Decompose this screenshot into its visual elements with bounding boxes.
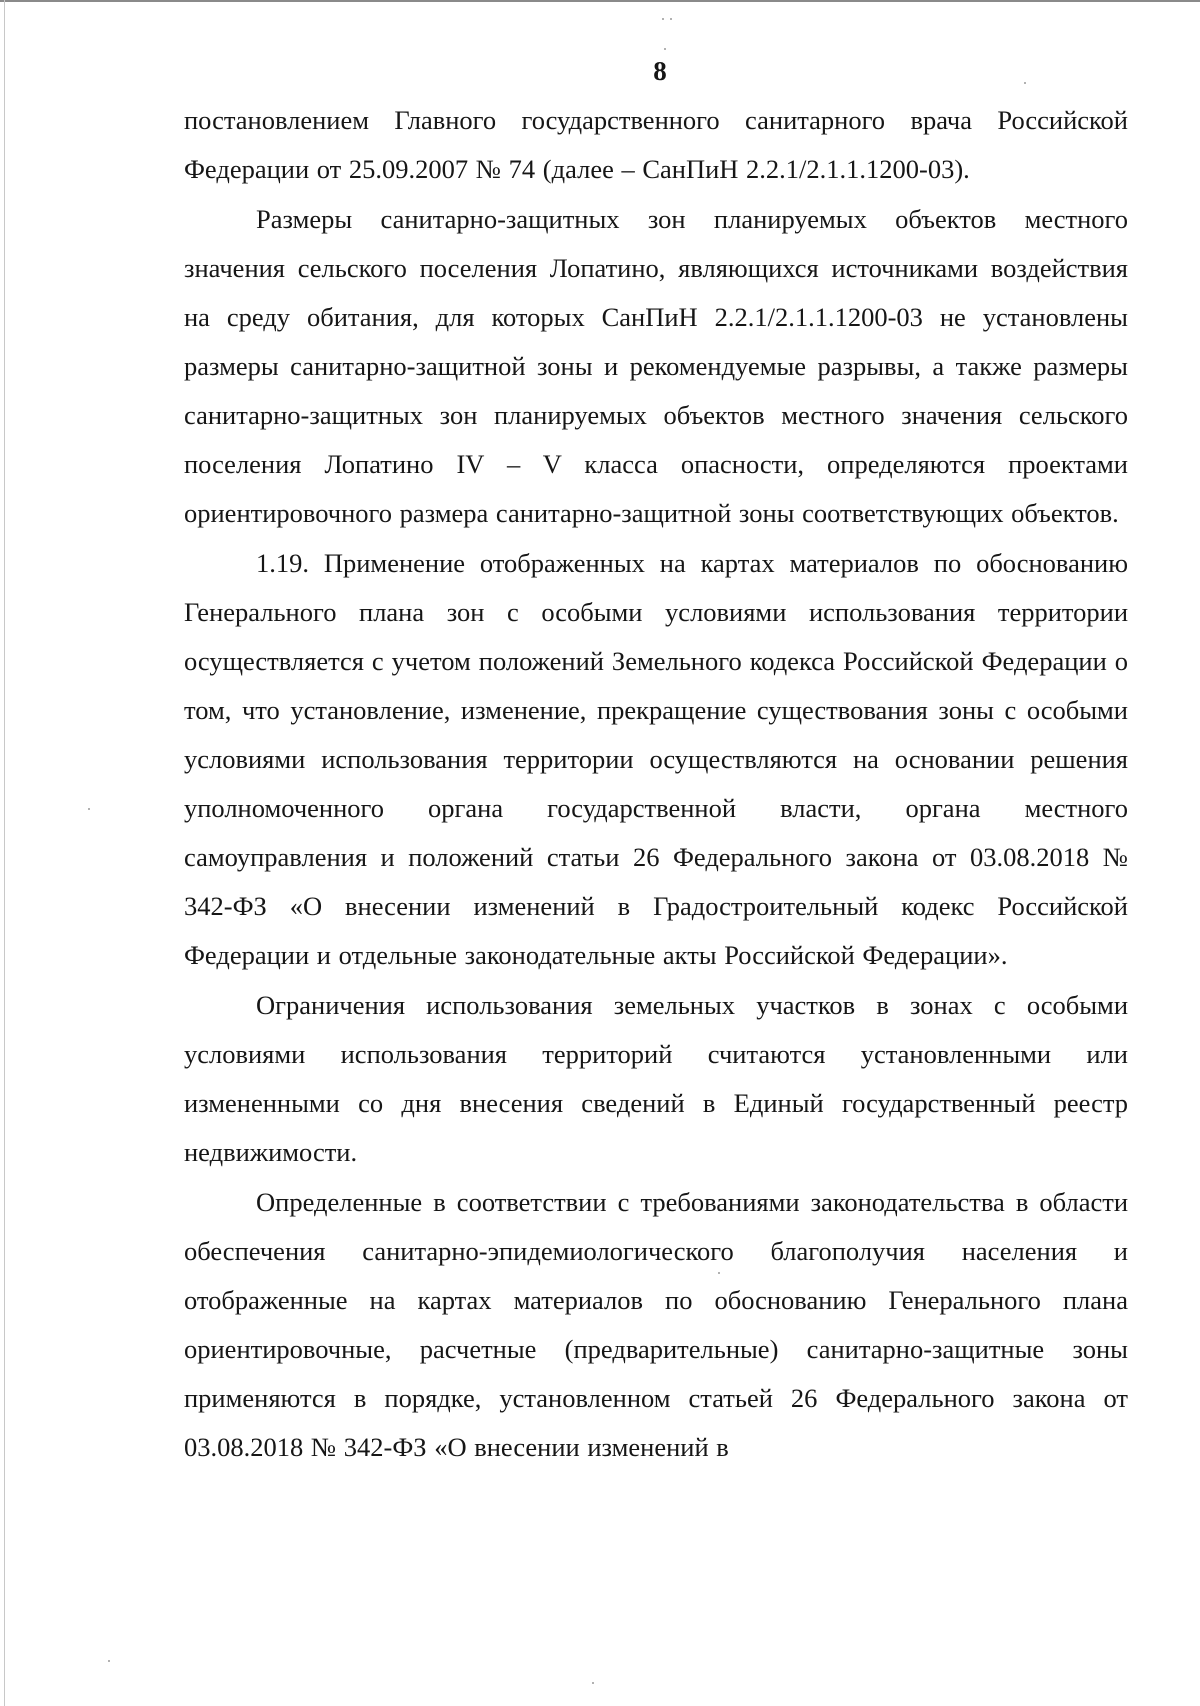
scan-edge-top: [0, 0, 1200, 2]
document-body: [184, 96, 1128, 1473]
scan-speck: [664, 48, 666, 50]
page-number: 8: [653, 56, 667, 86]
paragraph-continuation: постановлением Главного государственного санитарного врача Российской Федерации от 25.09.2007 № 74 (далее – СанПиН 2.2.1/2.1.1.1200-03).: [184, 105, 1128, 184]
paragraph-sanitary-zones-procedure: Определенные в соответствии с требованиями законодательства в области обеспечения санитарно-эпидемиологического благополучия населения и отображенные на картах материалов по обоснованию Генерального плана ориентировочные, расчетные (предварительные) санитарно-защитные зоны применяются в порядке, установленном статьей 26 Федерального закона от 03.08.2018 № 342-ФЗ «О внесении изменений в: [184, 1187, 1128, 1462]
scan-speck: [108, 1660, 110, 1662]
scan-speck: [88, 808, 90, 810]
paragraph-1-19-zone-application: 1.19. Применение отображенных на картах материалов по обоснованию Генерального плана зон с особыми условиями использования территории осуществляется с учетом положений Земельного кодекса Российской Федерации о том, что установление, изменение, прекращение существования зоны с особыми условиями использования территории осуществляются на основании решения уполномоченного органа государственной власти, органа местного самоуправления и положений статьи 26 Федерального закона от 03.08.2018 № 342-ФЗ «О внесении изменений в Градостроительный кодекс Российской Федерации и отдельные законодательные акты Российской Федерации».: [184, 548, 1128, 970]
scan-speck: [592, 1682, 594, 1684]
paragraph-sanitary-zone-sizes: Размеры санитарно-защитных зон планируемых объектов местного значения сельского поселения Лопатино, являющихся источниками воздействия на среду обитания, для которых СанПиН 2.2.1/2.1.1.1200-03 не установлены размеры санитарно-защитной зоны и рекомендуемые разрывы, а также размеры санитарно-защитных зон планируемых объектов местного значения сельского поселения Лопатино IV – V класса опасности, определяются проектами ориентировочного размера санитарно-защитной зоны соответствующих объектов.: [184, 204, 1128, 528]
scan-speck: [662, 18, 664, 20]
scan-speck: [670, 18, 672, 20]
scan-edge-left: [4, 0, 5, 1706]
paragraph-land-use-restrictions: Ограничения использования земельных участков в зонах с особыми условиями использования территорий считаются установленными или измененными со дня внесения сведений в Единый государственный реестр недвижимости.: [184, 990, 1128, 1167]
